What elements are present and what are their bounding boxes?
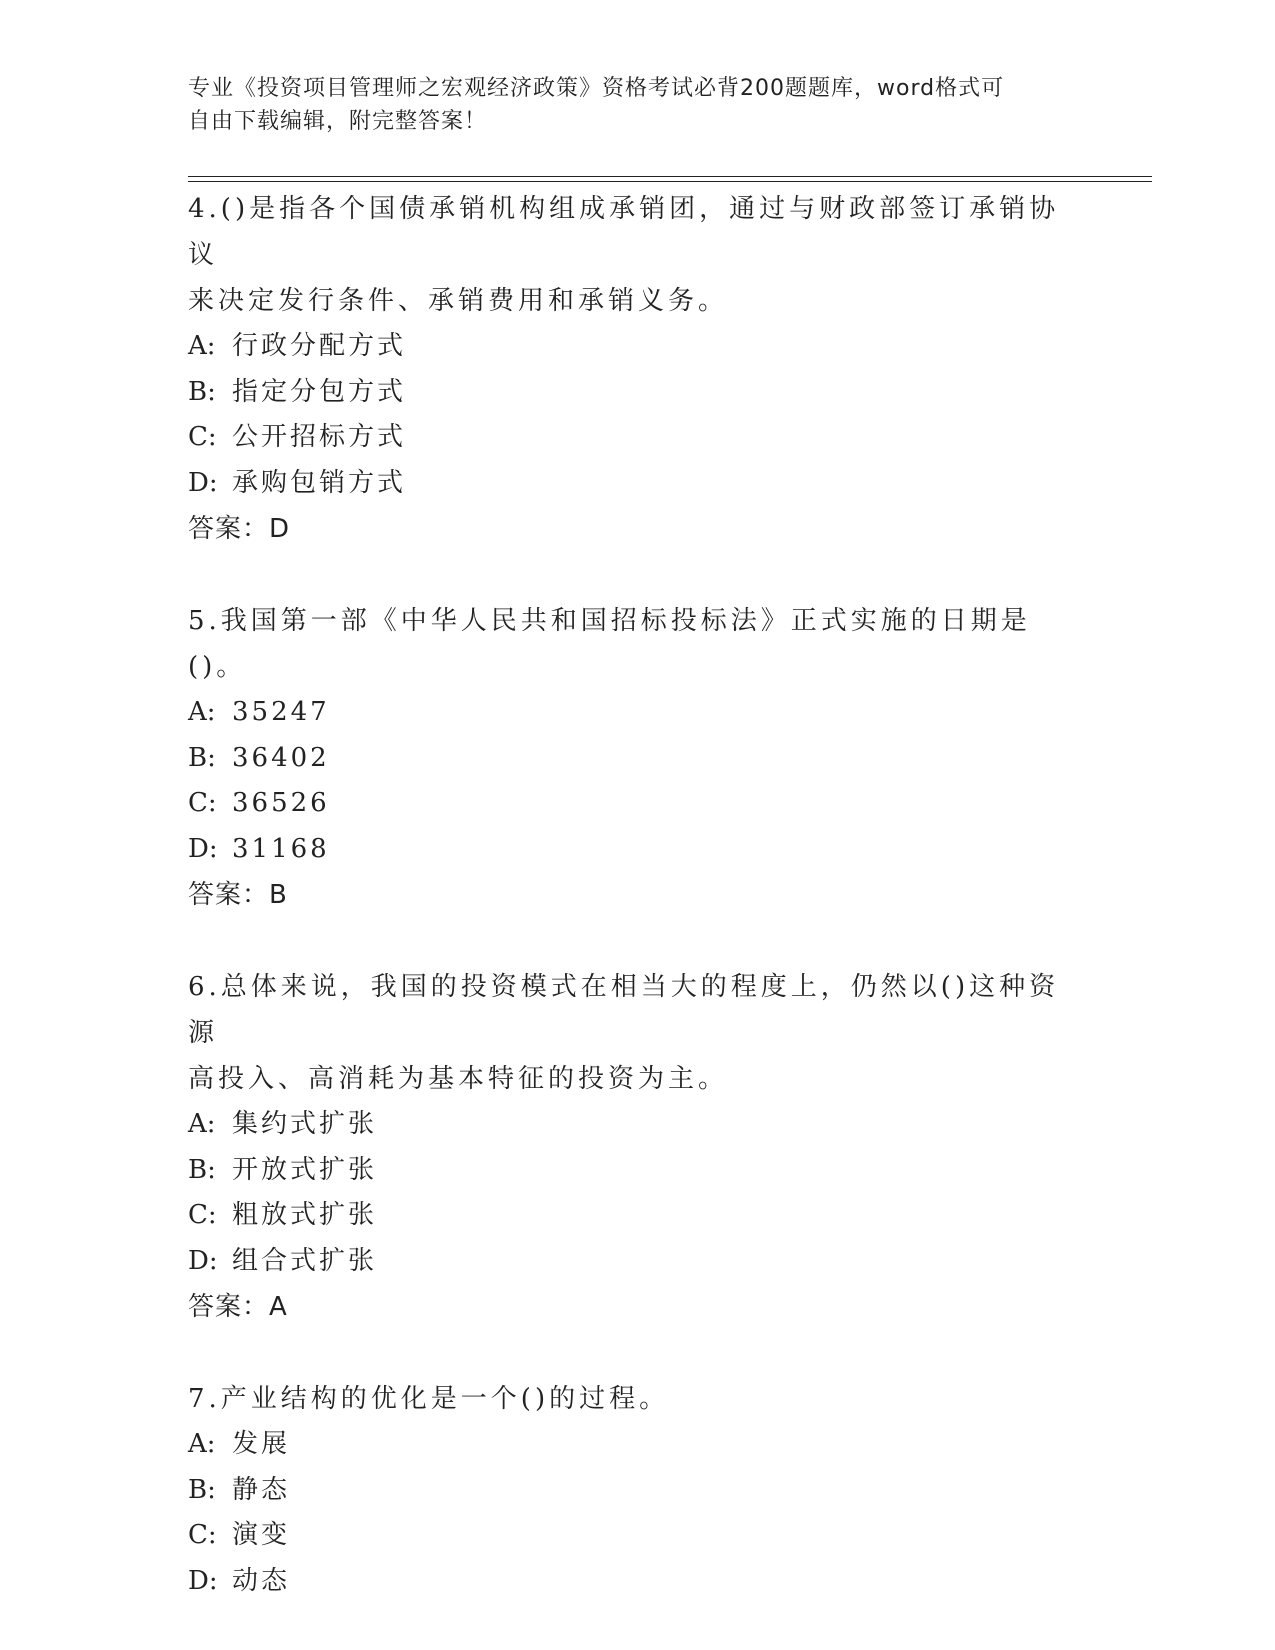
question-stem-line: 高投入、高消耗为基本特征的投资为主。 <box>188 1064 729 1094</box>
option-b <box>188 736 1068 782</box>
option-c <box>188 781 1068 827</box>
option-letter: D: <box>188 1245 218 1276</box>
option-letter: D: <box>188 467 218 498</box>
question-7 <box>188 1376 1068 1604</box>
option-text: 动态 <box>232 1565 291 1596</box>
option-d <box>188 1239 1068 1285</box>
option-text: 发展 <box>232 1429 291 1459</box>
option-text: 31168 <box>232 833 330 864</box>
option-text: 36402 <box>232 742 330 773</box>
option-text: 集约式扩张 <box>232 1109 378 1139</box>
option-letter: A: <box>188 697 216 727</box>
header-line-1: 专业《投资项目管理师之宏观经济政策》资格考试必背200题题库，word格式可 <box>188 76 1005 101</box>
option-text: 开放式扩张 <box>232 1154 378 1185</box>
option-d <box>188 461 1068 507</box>
option-b <box>188 1468 1068 1514</box>
option-b <box>188 1148 1068 1194</box>
header-divider-bottom <box>188 181 1152 182</box>
question-5 <box>188 598 1068 918</box>
question-stem-line: 4.()是指各个国债承销机构组成承销团，通过与财政部签订承销协议 <box>188 194 1060 270</box>
option-letter: B: <box>188 376 216 407</box>
option-a <box>188 1102 1068 1148</box>
option-letter: B: <box>188 1154 216 1185</box>
option-text: 行政分配方式 <box>232 331 407 361</box>
option-text: 粗放式扩张 <box>232 1200 378 1230</box>
option-text: 组合式扩张 <box>232 1245 378 1276</box>
option-text: 36526 <box>232 788 330 818</box>
option-letter: C: <box>188 788 217 818</box>
question-4 <box>188 186 1068 552</box>
option-letter: C: <box>188 1200 217 1230</box>
option-letter: D: <box>188 833 218 864</box>
option-text: 指定分包方式 <box>232 376 407 407</box>
option-text: 演变 <box>232 1520 291 1550</box>
question-stem <box>188 1376 1068 1422</box>
option-text: 公开招标方式 <box>232 422 407 452</box>
question-6 <box>188 964 1068 1330</box>
question-stem <box>188 964 1068 1102</box>
option-c <box>188 1513 1068 1559</box>
option-text: 承购包销方式 <box>232 467 407 498</box>
answer-line: 答案：D <box>188 514 291 544</box>
option-text: 静态 <box>232 1474 291 1505</box>
question-stem-line: 7.产业结构的优化是一个()的过程。 <box>188 1384 670 1414</box>
option-text: 35247 <box>232 697 330 727</box>
option-letter: B: <box>188 742 216 773</box>
option-letter: C: <box>188 1520 217 1550</box>
option-d <box>188 1559 1068 1605</box>
option-a <box>188 1422 1068 1468</box>
question-stem-line: 6.总体来说，我国的投资模式在相当大的程度上，仍然以()这种资源 <box>188 972 1060 1048</box>
option-letter: A: <box>188 1109 216 1139</box>
answer-line: 答案：B <box>188 880 288 910</box>
question-stem-line: 来决定发行条件、承销费用和承销义务。 <box>188 286 729 316</box>
document-header <box>188 72 1068 138</box>
option-a <box>188 324 1068 370</box>
option-letter: B: <box>188 1474 216 1505</box>
option-letter: C: <box>188 422 217 452</box>
option-c <box>188 415 1068 461</box>
option-letter: D: <box>188 1565 218 1596</box>
question-stem <box>188 598 1068 690</box>
option-letter: A: <box>188 331 216 361</box>
question-list <box>188 186 1068 1650</box>
option-d <box>188 827 1068 873</box>
header-divider-top <box>188 176 1152 177</box>
header-line-2: 自由下载编辑，附完整答案！ <box>188 109 488 134</box>
option-letter: A: <box>188 1429 216 1459</box>
option-a <box>188 690 1068 736</box>
question-stem <box>188 186 1068 324</box>
answer-line: 答案：A <box>188 1292 288 1322</box>
question-stem-line: 5.我国第一部《中华人民共和国招标投标法》正式实施的日期是()。 <box>188 606 1031 682</box>
option-b <box>188 370 1068 416</box>
option-c <box>188 1193 1068 1239</box>
